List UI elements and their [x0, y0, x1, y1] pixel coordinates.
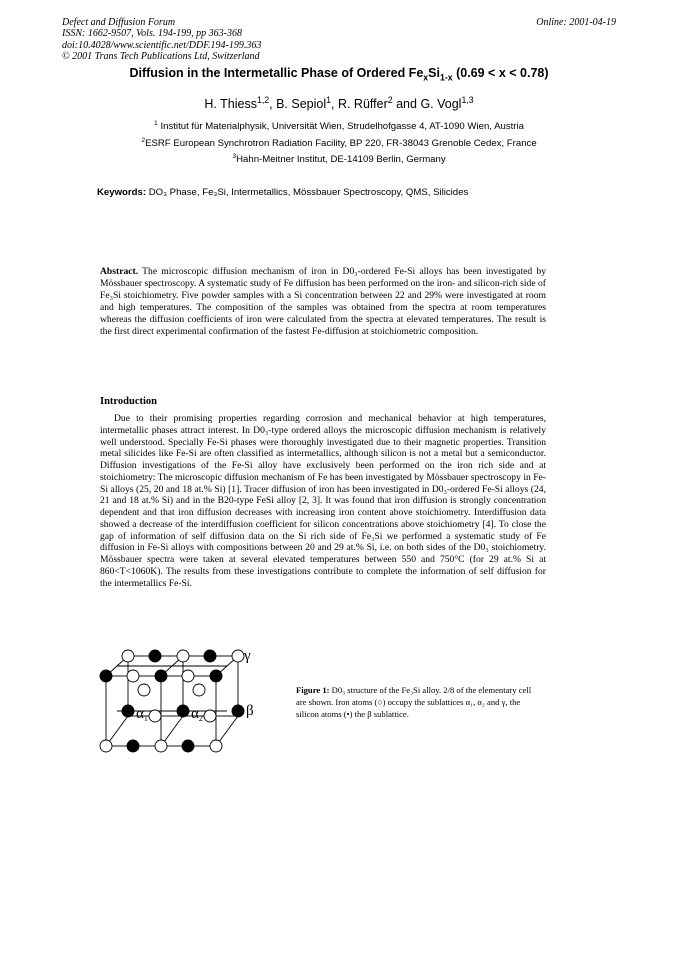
author-name: H. Thiess [204, 97, 257, 111]
affiliation-3: $^3$Hahn-Meitner Institut, DE-14109 Berlin, Germany [232, 152, 446, 165]
author-affiliation: 1,2 [256, 94, 270, 105]
author-name: B. Sepiol [276, 97, 327, 111]
online-date: Online: 2001-04-19 [536, 17, 616, 28]
issn-line: ISSN: 1662-9507, Vols. 194-199, pp 363-368 [62, 28, 242, 40]
author-name: G. Vogl [420, 97, 462, 111]
affiliation-2: $^2$ESRF European Synchrotron Radiation Facility, BP 220, FR-38043 Grenoble Cedex, France [141, 136, 537, 149]
author-affiliation: 1,3 [461, 94, 474, 105]
author-affiliation: 1 [326, 94, 331, 105]
beta-label: β [246, 703, 254, 719]
author-list: H. Thiess$^{1,2}$, B. Sepiol$^1$, R. Rüffer$^2$ and G. Vogl$^{1,3}$ [204, 94, 474, 111]
copyright-line: © 2001 Trans Tech Publications Ltd, Switzerland [62, 51, 260, 63]
abstract [100, 266, 546, 339]
affiliation-1: $^1$ Institut für Materialphysik, Universität Wien, Strudelhofgasse 4, AT-1090 Wien, Austria [154, 119, 524, 132]
d03-structure-figure [96, 646, 276, 766]
introduction-text: Due to their promising properties regarding corrosion and mechanical behavior at high temperatures, intermetallic phases attract interest. In D0₃-type ordered alloys the microscopic diffusion mechanism is relatively well understood. Specially Fe-Si phases were thoroughly investigated due to their magnetic properties. Transition metal silicides like Fe-Si are often classified as intermetallics, although silicon is not a metal but a semiconductor. Diffusion investigations of the Fe-Si alloy have exclusively been performed on the iron rich side and at stoichiometry: The microscopic diffusion mechanism of Fe has been investigated by Mössbauer spectroscopy in Fe-Si alloys (25, 20 and 18 at.% Si) [1]. Tracer diffusion of iron has been investigated in D0₃-ordered Fe-Si alloys (24, 21 and 18 at.% Si) and in the B20-type FeSi alloy [2, 3]. It was found that iron diffusion is strongly concentration dependent and that iron diffusion decreases with increasing iron content above stoichiometry. Interdiffusion data showed a decrease of the interdiffusion coefficient for silicon concentrations above stoichiometry [4]. To close the gap of information of self diffusion data on the Si rich side of Fe₃Si we performed a systematic study of Fe diffusion in Fe-Si alloys with compositions between 20 and 29 at.% Si, i.e. on both sides of the D0₃ stoichiometry. Mössbauer spectra were taken at several elevated temperatures between 550 and 750°C (for 29 at.% Si at 860<T<1060K). The results from these investigations contribute to complete the information of self diffusion for the intermetallics Fe-Si. [100, 413, 546, 589]
gamma-label: γ [244, 648, 251, 664]
alpha2-label: $\alpha_2$ [191, 706, 203, 723]
section-heading-introduction: Introduction [100, 396, 157, 407]
alpha1-label: $\alpha_1$ [136, 706, 148, 723]
author-affiliation: 2 [387, 94, 393, 105]
figure-caption-text: D0₃ structure of the Fe₃Si alloy. 2/8 of the elementary cell are shown. Iron atoms (○) occupy the sublattices α₁, α₂ and γ, the silicon atoms (•) the β sublattice. [296, 685, 532, 719]
publication-info [62, 17, 261, 63]
figure-caption [296, 685, 542, 720]
figure-caption-label: Figure 1: [296, 685, 330, 695]
keywords-text: DO₃ Phase, Fe₃Si, Intermetallics, Mössbauer Spectroscopy, QMS, Silicides [148, 187, 469, 198]
keywords-label: Keywords: [97, 187, 147, 198]
abstract-label: Abstract. [100, 266, 139, 277]
paper-title: Diffusion in the Intermetallic Phase of Ordered $Fe_xSi_{1-x}$ (0.69 < x < 0.78) [129, 66, 549, 83]
journal-name: Defect and Diffusion Forum [62, 17, 176, 28]
author-name: R. Rüffer [337, 97, 388, 111]
abstract-text: The microscopic diffusion mechanism of iron in D0₃-ordered Fe-Si alloys has been investigated by Mössbauer spectroscopy. A systematic study of Fe diffusion has been performed on the iron- and silicon-rich side of Fe₃Si stoichiometry. Five powder samples with a Si concentration between 22 and 29% were investigated at room and high temperatures. The composition of the samples was obtained from the spectra at room temperatures whereas the diffusion coefficients of iron were calculated from the spectra at elevated temperatures. The result is the first direct experimental confirmation of the fastest Fe-diffusion at stoichiometric composition. [100, 266, 546, 338]
keywords [97, 187, 468, 198]
doi-line: doi:10.4028/www.scientific.net/DDF.194-199.363 [62, 39, 262, 51]
